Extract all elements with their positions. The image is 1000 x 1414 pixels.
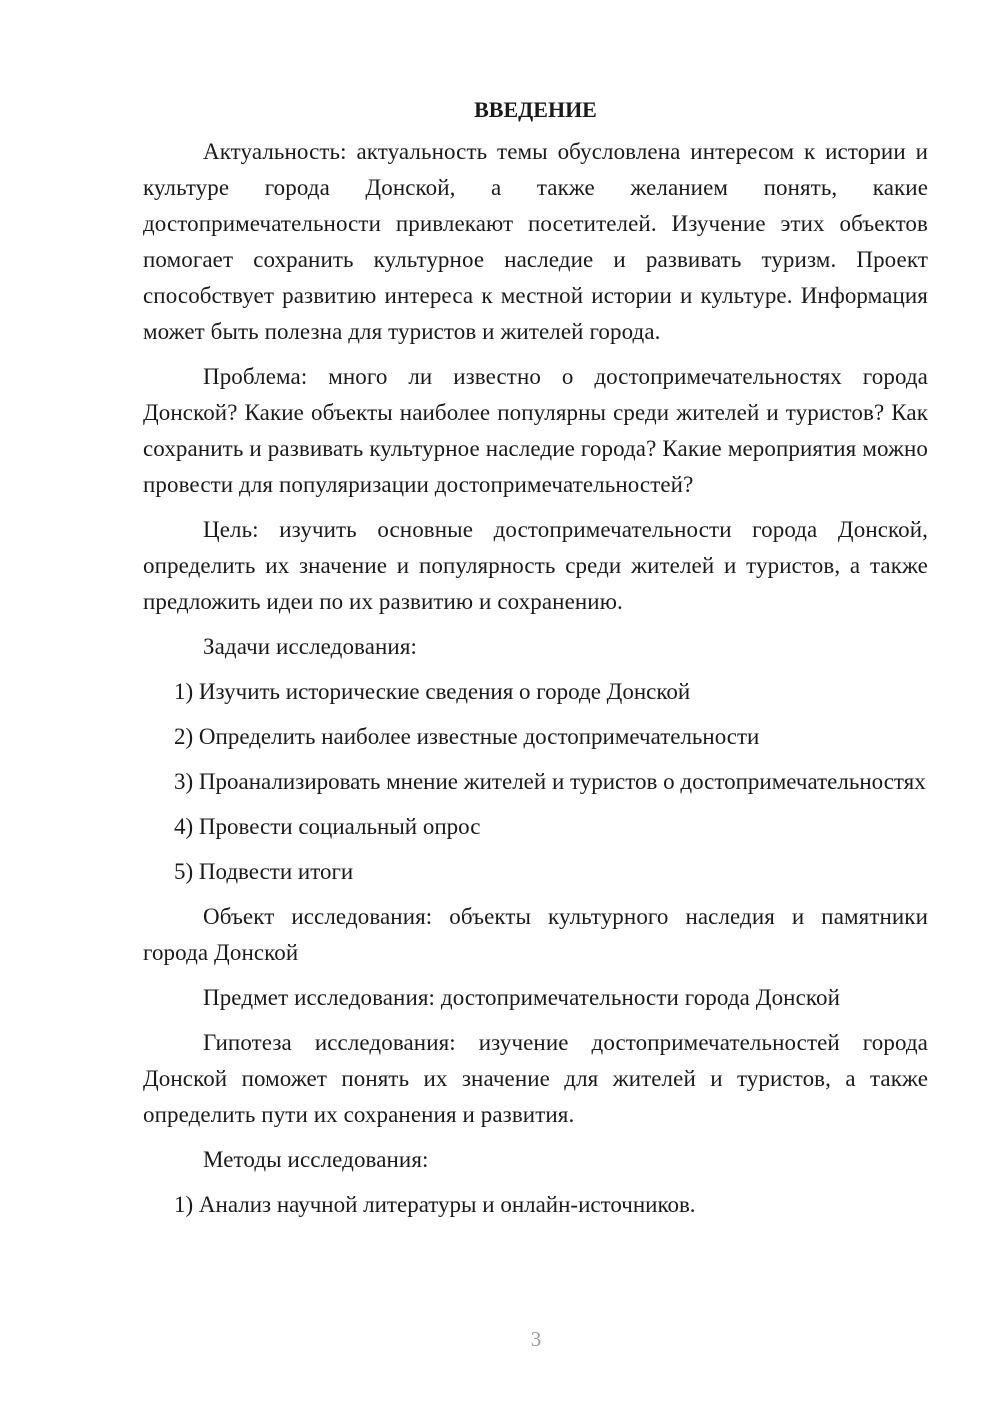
- paragraph-hypothesis: Гипотеза исследования: изучение достопримечательностей города Донской поможет понять их значение для жителей и туристов, а также определить пути их сохранения и развития.: [143, 1030, 928, 1127]
- paragraph-goal: Цель: изучить основные достопримечательности города Донской, определить их значение и популярность среди жителей и туристов, а также предложить идеи по их развитию и сохранению.: [143, 517, 928, 614]
- paragraph-relevance: Актуальность: актуальность темы обусловлена интересом к истории и культуре города Донской, а также желанием понять, какие достопримечательности привлекают посетителей. Изучение этих объектов помогает сохранить культурное наследие и развивать туризм. Проект способствует развитию интереса к местной истории и культуре. Информация может быть полезна для туристов и жителей города.: [143, 139, 928, 344]
- task-item-5: 5) Подвести итоги: [174, 859, 354, 884]
- task-item-1: 1) Изучить исторические сведения о городе Донской: [174, 679, 691, 704]
- document-page: [143, 92, 928, 1232]
- tasks-title: Задачи исследования:: [203, 634, 418, 659]
- task-item-2: 2) Определить наиболее известные достопримечательности: [174, 724, 760, 749]
- page-title: ВВЕДЕНИЕ: [474, 97, 597, 122]
- page-number: 3: [530, 1327, 542, 1351]
- methods-title: Методы исследования:: [203, 1147, 429, 1172]
- method-item-1: 1) Анализ научной литературы и онлайн-источников.: [174, 1192, 696, 1217]
- task-item-4: 4) Провести социальный опрос: [174, 814, 481, 839]
- task-item-3: 3) Проанализировать мнение жителей и туристов о достопримечательностях: [174, 769, 926, 794]
- paragraph-object: Объект исследования: объекты культурного наследия и памятники города Донской: [143, 904, 928, 965]
- paragraph-subject: Предмет исследования: достопримечательности города Донской: [203, 985, 841, 1010]
- paragraph-problem: Проблема: много ли известно о достопримечательностях города Донской? Какие объекты наиболее популярны среди жителей и туристов? Как сохранить и развивать культурное наследие города? Какие мероприятия можно провести для популяризации достопримечательностей?: [143, 364, 928, 497]
